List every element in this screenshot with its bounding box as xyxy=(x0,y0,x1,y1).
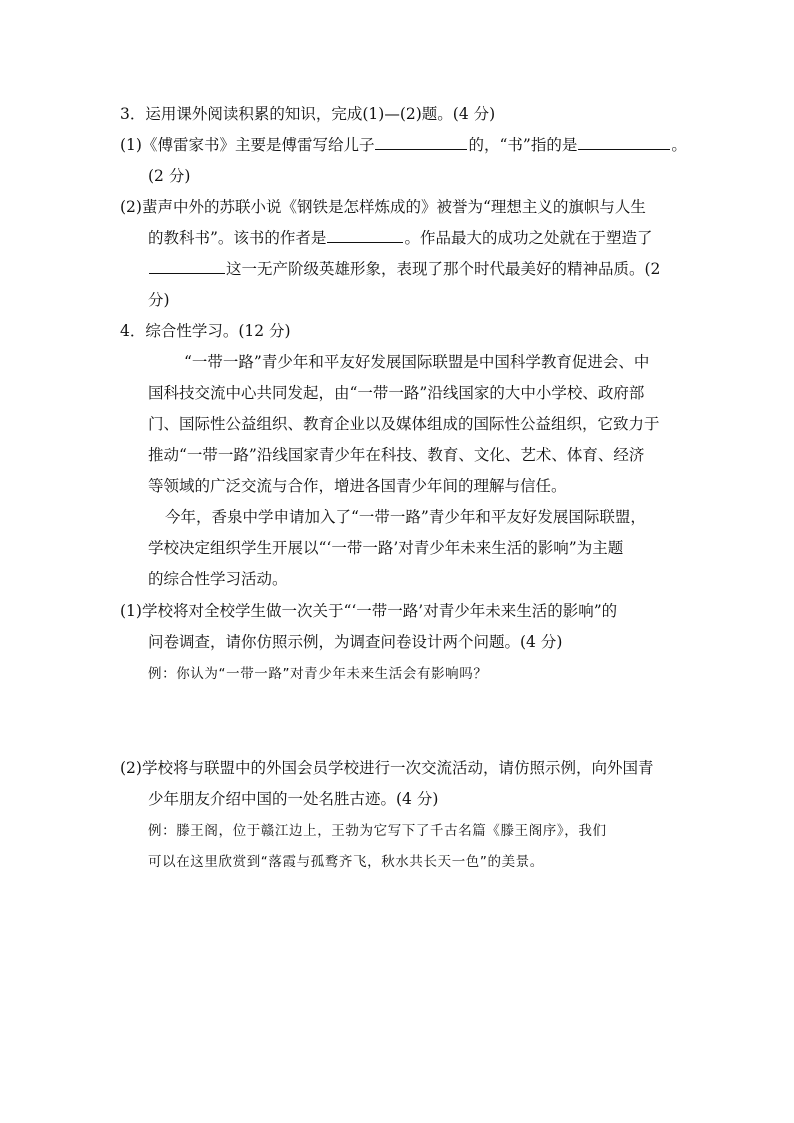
answer-blank-4[interactable] xyxy=(149,259,225,274)
q3-p2-text-c: 这一无产阶级英雄形象，表现了那个时代最美好的精神品质。(2 xyxy=(226,260,661,278)
q3-p2-line3 xyxy=(148,259,660,279)
q4-p2-line1: (2)学校将与联盟中的外国会员学校进行一次交流活动，请仿照示例，向外国青 xyxy=(120,759,654,777)
q4-intro-line: 等领域的广泛交流与合作，增进各国青少年间的理解与信任。 xyxy=(148,477,567,495)
q4-title: 4．综合性学习。(12 分) xyxy=(120,322,291,340)
q3-p1-text-c: 。 xyxy=(671,136,687,154)
answer-blank-1[interactable] xyxy=(375,135,467,150)
q3-p2-line1: (2)蜚声中外的苏联小说《钢铁是怎样炼成的》被誉为“理想主义的旗帜与人生 xyxy=(120,198,646,216)
answer-blank-2[interactable] xyxy=(578,135,670,150)
answer-blank-3[interactable] xyxy=(327,228,403,243)
q4-intro2-line: 今年，香泉中学申请加入了“一带一路”青少年和平友好发展国际联盟， xyxy=(165,508,646,526)
q4-p1-line2: 问卷调查，请你仿照示例，为调查问卷设计两个问题。(4 分) xyxy=(148,633,563,651)
q4-intro2-line: 学校决定组织学生开展以“‘一带一路’对青少年未来生活的影响”为主题 xyxy=(148,539,624,557)
q3-p2-line4: 分) xyxy=(148,291,170,309)
q3-p1-text-a: (1)《傅雷家书》主要是傅雷写给儿子 xyxy=(120,136,375,154)
q4-p2-line2: 少年朋友介绍中国的一处名胜古迹。(4 分) xyxy=(148,790,439,808)
q4-p2-example-line2: 可以在这里欣赏到“落霞与孤鹜齐飞，秋水共长天一色”的美景。 xyxy=(148,854,544,870)
q4-intro-line: 国科技交流中心共同发起，由“一带一路”沿线国家的大中小学校、政府部 xyxy=(148,384,645,402)
q3-part1-line xyxy=(120,135,687,155)
q4-intro-line: 门、国际性公益组织、教育企业以及媒体组成的国际性公益组织，它致力于 xyxy=(148,415,660,433)
q3-p1-text-b: 的，“书”指的是 xyxy=(468,136,578,154)
q4-intro-line: “一带一路”青少年和平友好发展国际联盟是中国科学教育促进会、中 xyxy=(184,353,650,371)
q3-p2-text-b: 。作品最大的成功之处就在于塑造了 xyxy=(404,229,653,247)
q3-p1-score: (2 分) xyxy=(148,167,191,185)
q3-title: 3．运用课外阅读积累的知识，完成(1)—(2)题。(4 分) xyxy=(120,105,496,123)
q3-p2-line2 xyxy=(148,228,652,248)
q4-intro-line: 推动“一带一路”沿线国家青少年在科技、教育、文化、艺术、体育、经济 xyxy=(148,446,645,464)
q4-p1-line1: (1)学校将对全校学生做一次关于“‘一带一路’对青少年未来生活的影响”的 xyxy=(120,602,618,620)
q4-intro2-line: 的综合性学习活动。 xyxy=(148,570,288,588)
q4-p1-example: 例：你认为“一带一路”对青少年未来生活会有影响吗？ xyxy=(148,666,488,682)
q4-p2-example-line1: 例：滕王阁，位于赣江边上，王勃为它写下了千古名篇《滕王阁序》，我们 xyxy=(148,823,607,839)
q3-p2-text-a: 的教科书”。该书的作者是 xyxy=(148,229,327,247)
